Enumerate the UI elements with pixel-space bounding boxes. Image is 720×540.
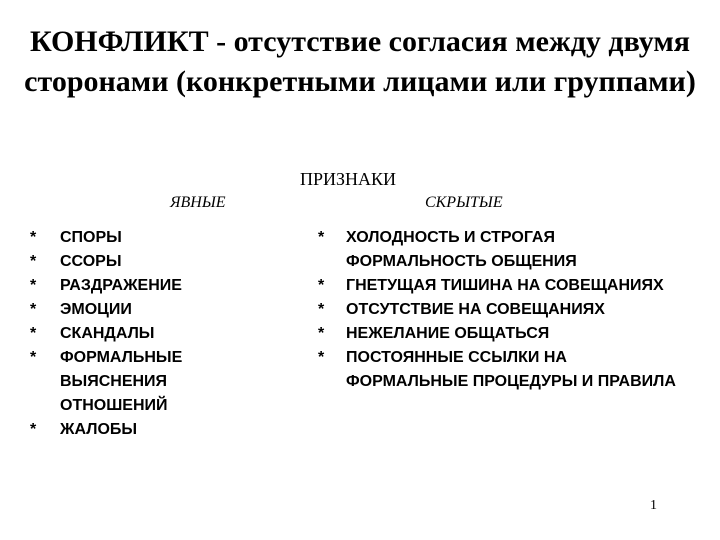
bullet-star: * xyxy=(30,325,37,342)
list-item-text: СПОРЫ xyxy=(60,229,122,246)
list-item-text: ХОЛОДНОСТЬ И СТРОГАЯ ФОРМАЛЬНОСТЬ ОБЩЕНИЯ xyxy=(346,229,577,270)
bullet-star: * xyxy=(30,421,37,438)
page-number: 1 xyxy=(650,498,657,513)
list-item-text: ЖАЛОБЫ xyxy=(60,421,138,438)
list-item-text: ЭМОЦИИ xyxy=(60,301,132,318)
list-item-text: НЕЖЕЛАНИЕ ОБЩАТЬСЯ xyxy=(346,325,550,342)
bullet-star: * xyxy=(318,277,325,294)
list-item xyxy=(30,418,270,442)
bullet-star: * xyxy=(30,229,37,246)
explicit-signs-list xyxy=(30,226,270,442)
slide-title: КОНФЛИКТ - отсутствие согласия между двумя сторонами (конкретными лицами или группами) xyxy=(24,25,696,98)
hidden-signs-heading: СКРЫТЫЕ xyxy=(425,194,503,211)
list-item xyxy=(30,226,270,250)
bullet-star: * xyxy=(30,253,37,270)
list-item-text: ФОРМАЛЬНЫЕ ВЫЯСНЕНИЯ ОТНОШЕНИЙ xyxy=(60,349,183,414)
list-item xyxy=(30,346,270,418)
list-item-text: ГНЕТУЩАЯ ТИШИНА НА СОВЕЩАНИЯХ xyxy=(346,277,664,294)
list-item xyxy=(30,274,270,298)
bullet-star: * xyxy=(318,349,325,366)
bullet-star: * xyxy=(318,301,325,318)
list-item xyxy=(30,322,270,346)
list-item xyxy=(318,298,718,322)
list-item-text: РАЗДРАЖЕНИЕ xyxy=(60,277,182,294)
list-item xyxy=(318,226,718,274)
list-item xyxy=(318,346,718,394)
explicit-signs-heading: ЯВНЫЕ xyxy=(170,194,226,211)
list-item-text: СКАНДАЛЫ xyxy=(60,325,155,342)
bullet-star: * xyxy=(30,277,37,294)
list-item-text: ССОРЫ xyxy=(60,253,122,270)
list-item xyxy=(30,298,270,322)
bullet-star: * xyxy=(30,349,37,366)
list-item xyxy=(30,250,270,274)
list-item xyxy=(318,274,718,298)
bullet-star: * xyxy=(318,229,325,246)
signs-heading: ПРИЗНАКИ xyxy=(300,169,397,189)
list-item-text: ПОСТОЯННЫЕ ССЫЛКИ НА ФОРМАЛЬНЫЕ ПРОЦЕДУРЫ И ПРАВИЛА xyxy=(346,349,676,390)
bullet-star: * xyxy=(318,325,325,342)
bullet-star: * xyxy=(30,301,37,318)
list-item-text: ОТСУТСТВИЕ НА СОВЕЩАНИЯХ xyxy=(346,301,605,318)
hidden-signs-list xyxy=(318,226,718,394)
list-item xyxy=(318,322,718,346)
